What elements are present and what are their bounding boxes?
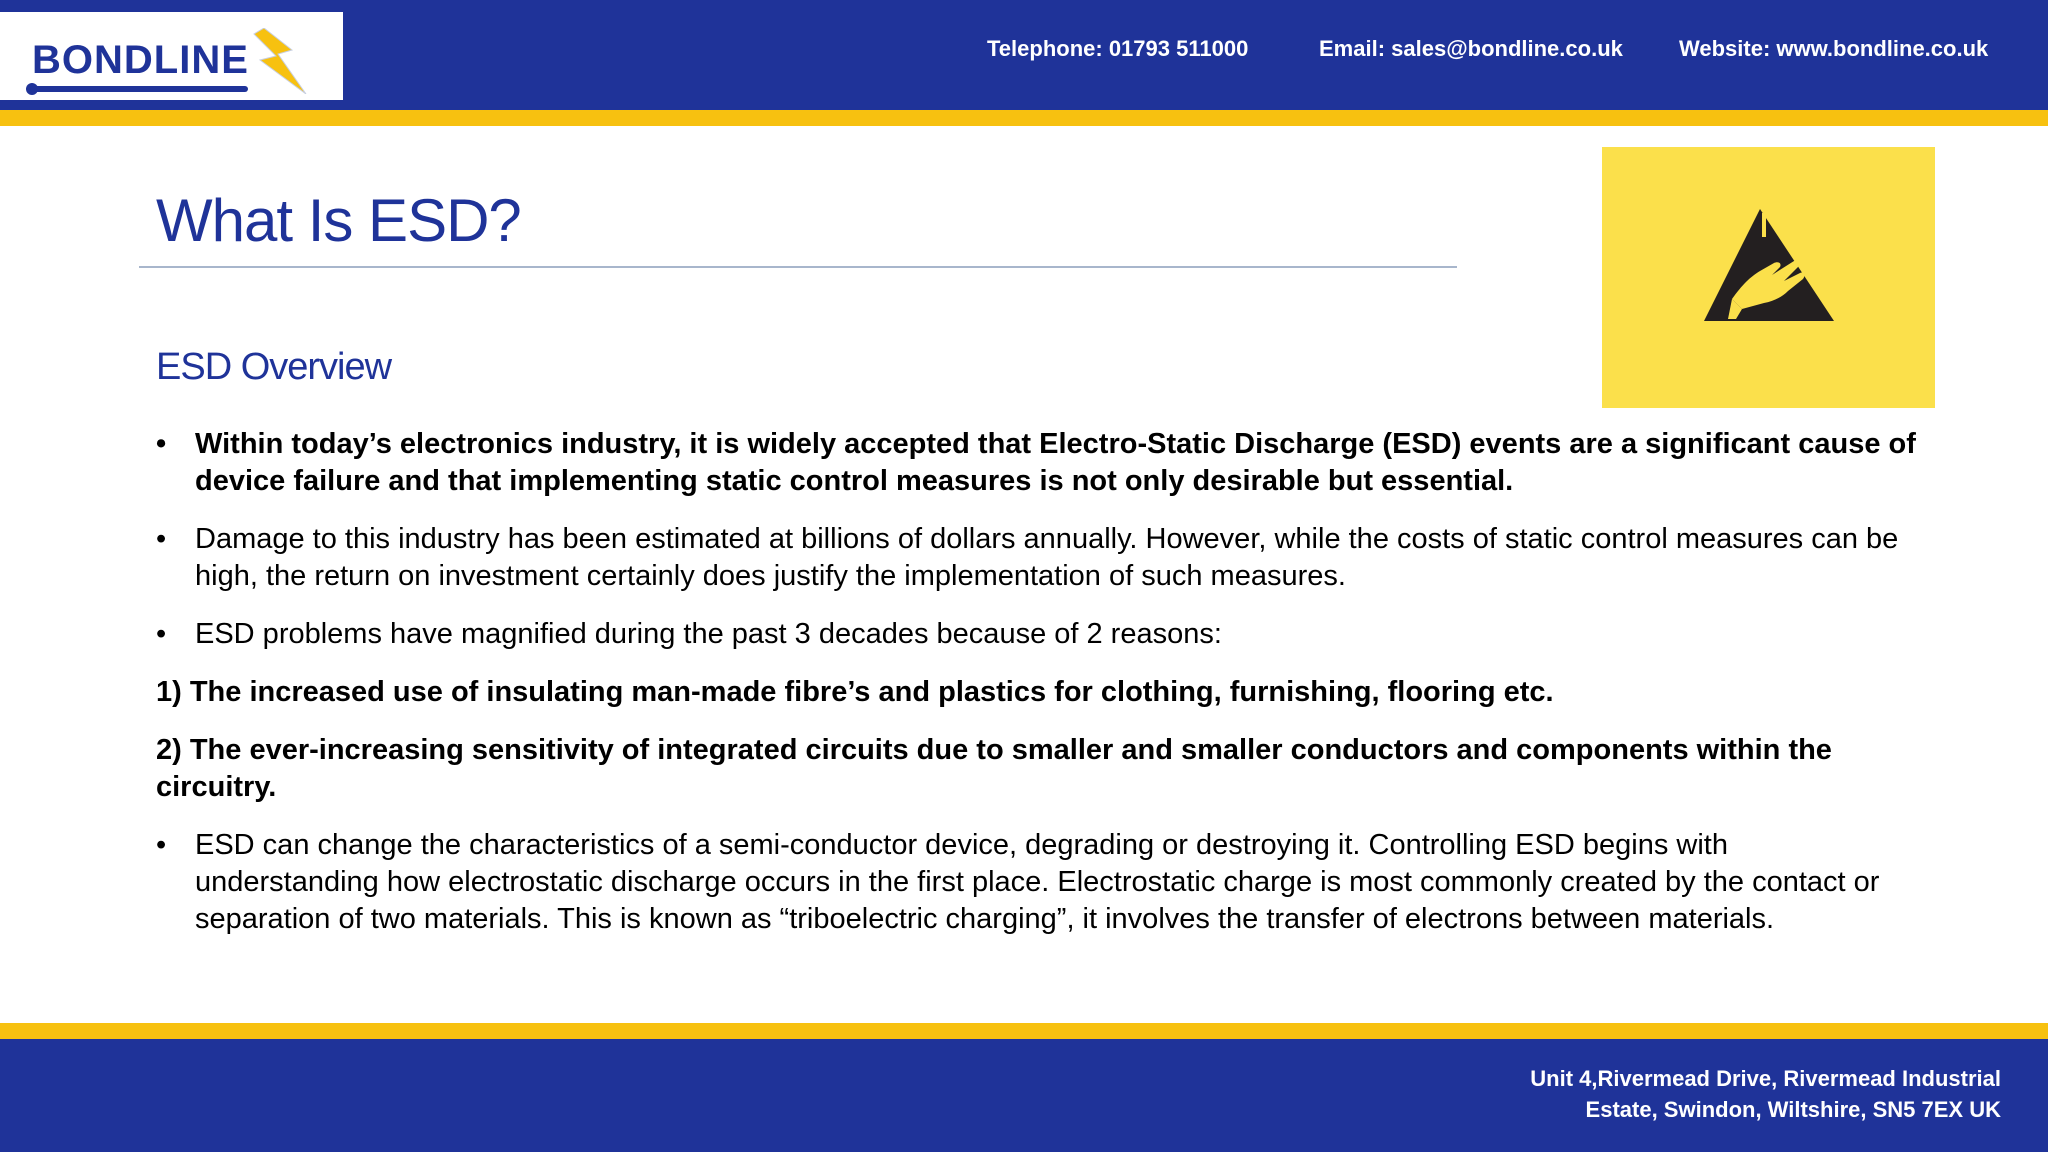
reason-item: 1) The increased use of insulating man-made fibre’s and plastics for clothing, furnishing, flooring etc. (156, 676, 1554, 708)
email-link[interactable]: Email: sales@bondline.co.uk (1319, 36, 1623, 61)
bullet-item (156, 616, 1916, 653)
bondline-logo[interactable] (0, 12, 343, 100)
page-title: What Is ESD? (156, 187, 521, 254)
bullet-icon: • (156, 618, 167, 650)
telephone-text: Telephone: 01793 511000 (987, 36, 1249, 61)
address-line: Unit 4,Rivermead Drive, Rivermead Industrial (1530, 1066, 2001, 1091)
section-subtitle: ESD Overview (156, 346, 392, 388)
slide-body (156, 426, 1916, 959)
bullet-item (156, 426, 1916, 500)
website-link[interactable]: Website: www.bondline.co.uk (1679, 36, 1989, 61)
logo-wordmark: BONDLINE (32, 38, 249, 82)
footer-bar (0, 1039, 2048, 1152)
bullet-text: ESD problems have magnified during the past 3 decades because of 2 reasons: (195, 618, 1222, 650)
esd-warning-symbol-icon (1702, 207, 1836, 333)
header-bar (0, 0, 2048, 110)
bullet-text: Damage to this industry has been estimated at billions of dollars annually. However, while the costs of static control measures can be high, the return on investment certainly does justify the implementation of such measures. (195, 523, 1899, 592)
company-address (1530, 1063, 2001, 1125)
bullet-item (156, 827, 1916, 938)
bullet-icon: • (156, 523, 167, 555)
lightning-bolt-icon (252, 28, 308, 94)
bullet-text: Within today’s electronics industry, it is widely accepted that Electro-Static Discharge (ESD) events are a significant cause of device failure and that implementing static control measures is not only desirable but essential. (195, 428, 1916, 497)
address-line: Estate, Swindon, Wiltshire, SN5 7EX UK (1585, 1097, 2001, 1122)
reason-item: 2) The ever-increasing sensitivity of integrated circuits due to smaller and smaller conductors and components within the circuitry. (156, 734, 1832, 803)
esd-symbol-image (1602, 147, 1935, 408)
bullet-icon: • (156, 829, 167, 861)
logo-underline (30, 86, 248, 92)
footer-accent-stripe (0, 1023, 2048, 1039)
header-accent-stripe (0, 110, 2048, 126)
title-divider (139, 266, 1457, 268)
bullet-item (156, 521, 1916, 595)
bullet-text: ESD can change the characteristics of a semi-conductor device, degrading or destroying it. Controlling ESD begins with understanding how electrostatic discharge occurs in the first place. Electrostatic charge is most commonly created by the contact or separation of two materials. This is known as “triboelectric charging”, it involves the transfer of electrons between materials. (195, 829, 1880, 935)
bullet-icon: • (156, 428, 167, 460)
